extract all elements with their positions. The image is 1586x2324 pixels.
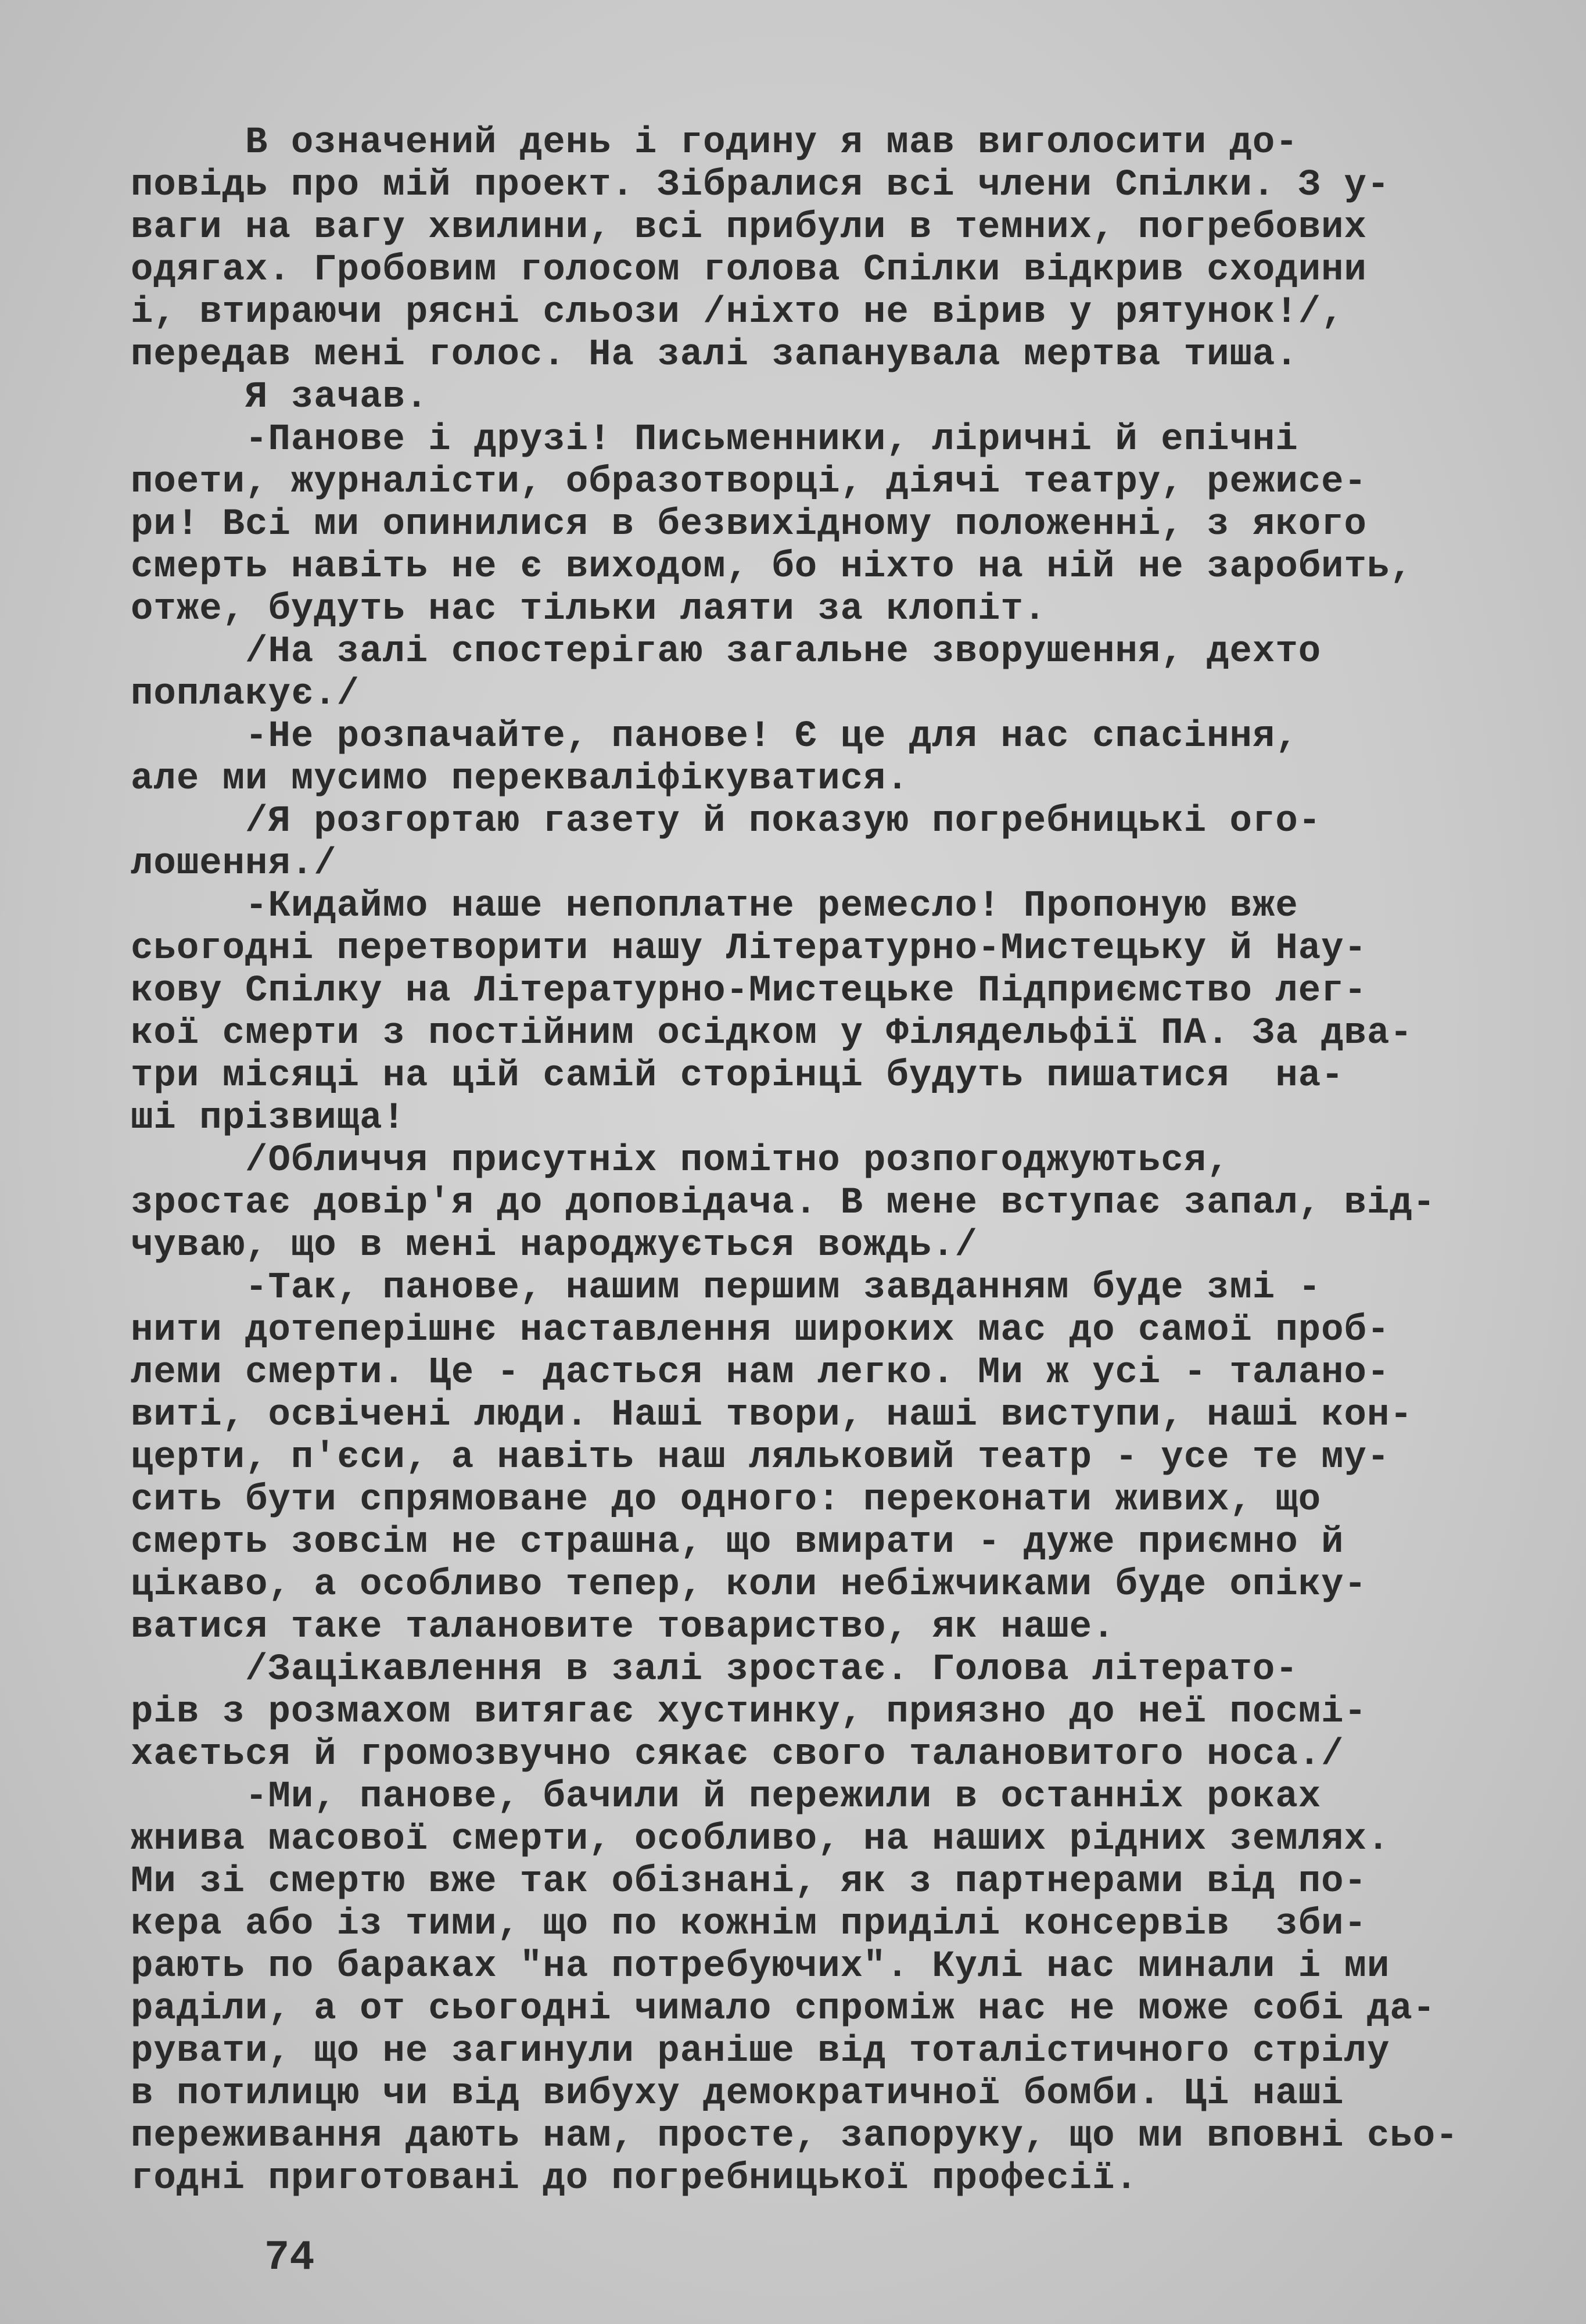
text-line: жнива масової смерти, особливо, на наших рідних землях. bbox=[131, 1819, 1390, 1860]
text-line: сьогодні перетворити нашу Літературно-Мистецьку й Нау- bbox=[131, 928, 1367, 970]
text-line: рають по бараках "на потребуючих". Кулі нас минали і ми bbox=[131, 1946, 1390, 1988]
text-line: хається й громозвучно сякає свого талановитого носа./ bbox=[131, 1734, 1344, 1776]
text-line: годні приготовані до погребницької професії. bbox=[131, 2158, 1138, 2200]
text-line: -Ми, панове, бачили й пережили в останніх роках bbox=[131, 1776, 1322, 1818]
text-line: сить бути спрямоване до одного: переконати живих, що bbox=[131, 1479, 1322, 1521]
text-line: нити дотеперішнє наставлення широких мас до самої проб- bbox=[131, 1310, 1390, 1351]
text-line: в потилицю чи від вибуху демократичної бомби. Ці наші bbox=[131, 2073, 1344, 2115]
text-line: Я зачав. bbox=[131, 376, 429, 418]
text-line: але ми мусимо перекваліфікуватися. bbox=[131, 758, 909, 800]
text-line: /На залі спостерігаю загальне зворушення, дехто bbox=[131, 631, 1322, 673]
text-line: зростає довір'я до доповідача. В мене вступає запал, від- bbox=[131, 1182, 1436, 1224]
text-line: -Так, панове, нашим першим завданням буде змі - bbox=[131, 1267, 1322, 1309]
text-line: /Я розгортаю газету й показую погребницькі ого- bbox=[131, 801, 1322, 842]
text-line: отже, будуть нас тільки лаяти за клопіт. bbox=[131, 589, 1047, 630]
text-line: -Кидаймо наше непоплатне ремесло! Пропоную вже bbox=[131, 885, 1298, 927]
text-line: смерть зовсім не страшна, що вмирати - дуже приємно й bbox=[131, 1522, 1344, 1563]
text-line: кову Спілку на Літературно-Мистецьке Підприємство лег- bbox=[131, 970, 1367, 1012]
text-line: леми смерти. Це - дасться нам легко. Ми ж усі - талано- bbox=[131, 1352, 1390, 1394]
text-line: -Не розпачайте, панове! Є це для нас спасіння, bbox=[131, 716, 1298, 758]
text-line: лошення./ bbox=[131, 843, 337, 885]
text-line: церти, п'єси, а навіть наш ляльковий театр - усе те му- bbox=[131, 1437, 1390, 1479]
text-line: чуваю, що в мені народжується вождь./ bbox=[131, 1225, 978, 1267]
text-line: виті, освічені люди. Наші твори, наші виступи, наші кон- bbox=[131, 1394, 1413, 1436]
text-line: три місяці на цій самій сторінці будуть пишатися на- bbox=[131, 1055, 1344, 1097]
text-line: переживання дають нам, просте, запоруку, що ми вповні сьо- bbox=[131, 2115, 1459, 2157]
text-line: раділи, а от сьогодні чимало спроміж нас не може собі да- bbox=[131, 1988, 1436, 2030]
text-line: ватися таке талановите товариство, як наше. bbox=[131, 1606, 1115, 1648]
text-line: /Зацікавлення в залі зростає. Голова літерато- bbox=[131, 1649, 1298, 1691]
text-line: рувати, що не загинули раніше від тоталістичного стрілу bbox=[131, 2031, 1390, 2072]
text-line: смерть навіть не є виходом, бо ніхто на ній не заробить, bbox=[131, 546, 1413, 588]
text-line: ри! Всі ми опинилися в безвихідному положенні, з якого bbox=[131, 504, 1367, 546]
text-line: одягах. Гробовим голосом голова Спілки відкрив сходини bbox=[131, 249, 1367, 291]
text-line: цікаво, а особливо тепер, коли небіжчиками буде опіку- bbox=[131, 1564, 1367, 1606]
text-line: /Обличчя присутніх помітно розпогоджуються, bbox=[131, 1140, 1230, 1182]
text-line: кера або із тими, що по кожнім приділі консервів зби- bbox=[131, 1903, 1367, 1945]
text-line: повідь про мій проект. Зібралися всі члени Спілки. З у- bbox=[131, 164, 1390, 206]
text-line: поплакує./ bbox=[131, 673, 360, 715]
text-line: кої смерти з постійним осідком у Філядельфії ПА. За два- bbox=[131, 1013, 1413, 1055]
text-line: В означений день і годину я мав виголосити до- bbox=[131, 122, 1298, 164]
page-number: 74 bbox=[264, 2234, 315, 2282]
text-line: і, втираючи рясні сльози /ніхто не вірив у рятунок!/, bbox=[131, 292, 1344, 333]
text-line: -Панове і друзі! Письменники, ліричні й епічні bbox=[131, 419, 1298, 461]
text-line: ші прізвища! bbox=[131, 1098, 406, 1139]
text-line: поети, журналісти, образотворці, діячі театру, режисе- bbox=[131, 461, 1367, 503]
text-line: Ми зі смертю вже так обізнані, як з партнерами від по- bbox=[131, 1861, 1367, 1903]
text-line: рів з розмахом витягає хустинку, приязно до неї посмі- bbox=[131, 1691, 1367, 1733]
text-line: ваги на вагу хвилини, всі прибули в темних, погребових bbox=[131, 207, 1367, 249]
text-line: передав мені голос. На залі запанувала мертва тиша. bbox=[131, 334, 1298, 376]
body-text bbox=[131, 122, 1490, 2200]
